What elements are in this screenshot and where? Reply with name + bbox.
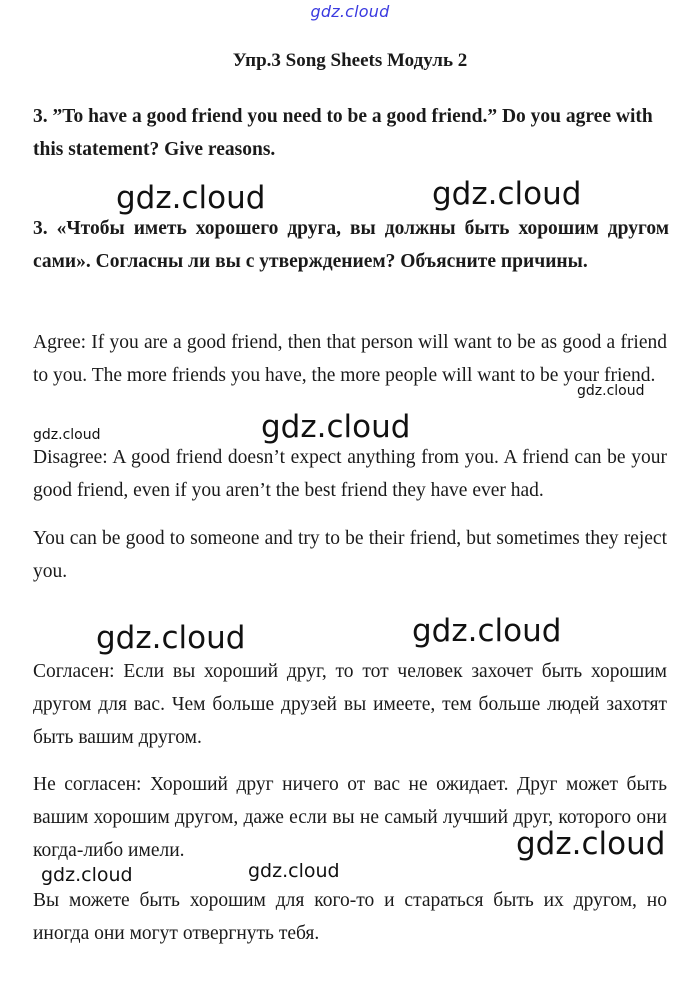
answer-en-disagree: Disagree: A good friend doesn’t expect anything from you. A friend can be your good friend, even if you aren’t the best friend they have ever had. (33, 447, 667, 501)
watermark: gdz.cloud (248, 860, 340, 882)
task-english: 3. ”To have a good friend you need to be a good friend.” Do you agree with this statement? Give reasons. (33, 106, 653, 160)
watermark: gdz.cloud (33, 427, 101, 443)
page-title: Упр.3 Song Sheets Модуль 2 (232, 50, 468, 71)
watermark: gdz.cloud (96, 620, 246, 656)
watermark: gdz.cloud (577, 383, 645, 399)
watermark: gdz.cloud (516, 826, 666, 862)
answer-ru-reject: Вы можете быть хорошим для кого-то и стараться быть их другом, но иногда они могут отвергнуть тебя. (33, 890, 667, 944)
answer-ru-agree: Согласен: Если вы хороший друг, то тот человек захочет быть хорошим другом для вас. Чем больше друзей вы имеете, тем больше людей захотят быть вашим другом. (33, 661, 667, 748)
watermark: gdz.cloud (261, 409, 411, 445)
answer-en-agree: Agree: If you are a good friend, then that person will want to be as good a friend to you. The more friends you have, the more people will want to be your friend. (33, 332, 667, 386)
watermark: gdz.cloud (116, 180, 266, 216)
task-russian: 3. «Чтобы иметь хорошего друга, вы должны быть хорошим другом сами». Согласны ли вы с утверждением? Объясните причины. (33, 218, 669, 272)
watermark-top: gdz.cloud (310, 2, 390, 21)
watermark: gdz.cloud (432, 176, 582, 212)
answer-ru-disagree: Не согласен: Хороший друг ничего от вас не ожидает. Друг может быть вашим хорошим другом, даже если вы не самый лучший друг, которого они когда-либо имели. (33, 774, 667, 861)
answer-en-reject: You can be good to someone and try to be their friend, but sometimes they reject you. (33, 528, 667, 582)
watermark: gdz.cloud (41, 864, 133, 886)
watermark: gdz.cloud (412, 613, 562, 649)
